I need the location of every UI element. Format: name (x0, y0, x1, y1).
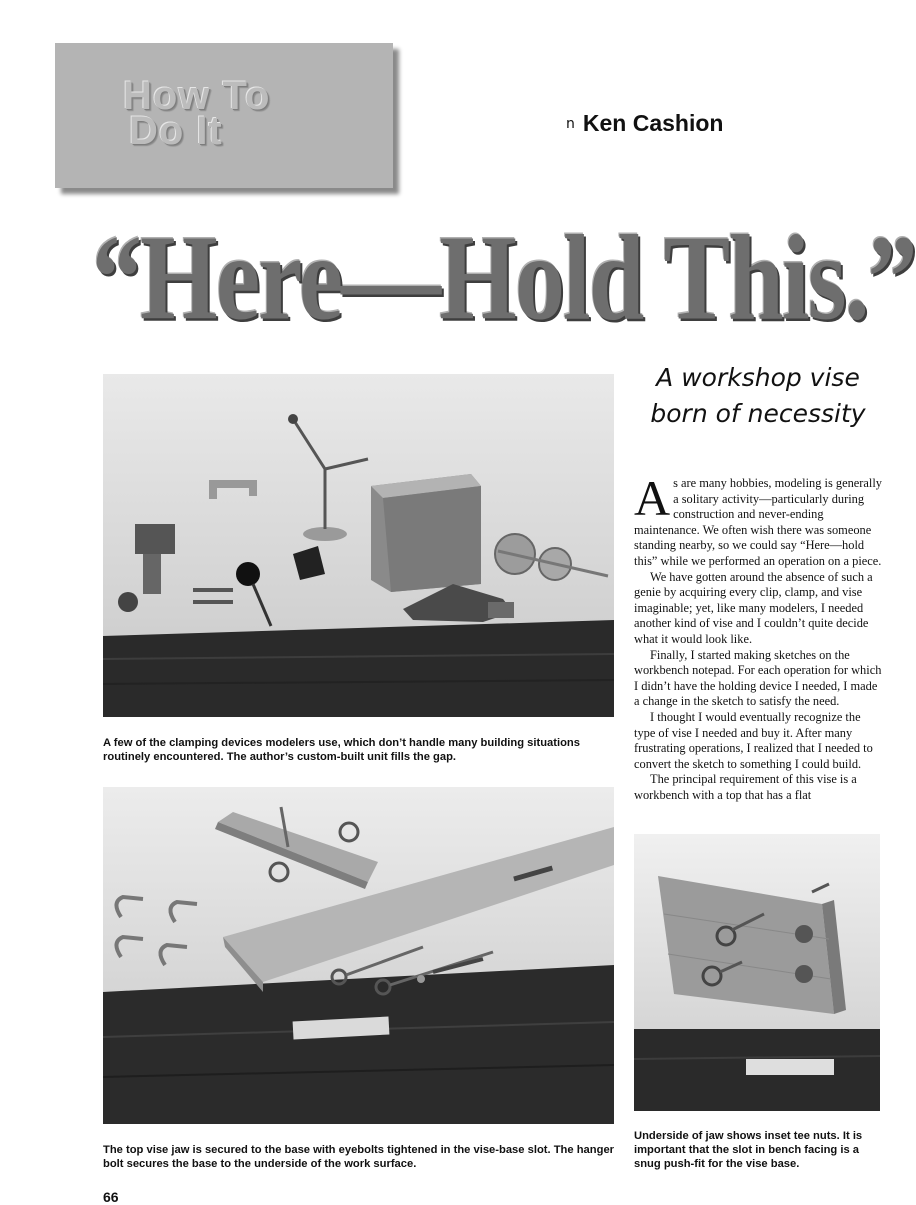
paragraph-5: The principal requirement of this vise is a workbench with a top that has a flat (634, 772, 857, 802)
byline-bullet: n (566, 116, 575, 132)
caption-photo-1: A few of the clamping devices modelers use, which don’t handle many building situations routinely encountered. The author’s custom-built unit fills the gap. (103, 737, 580, 763)
subtitle-line-1: A workshop vise (656, 363, 860, 392)
caption-photo-2: The top vise jaw is secured to the base with eyebolts tightened in the vise-base slot. The hanger bolt secures the base to the underside of the work surface. (103, 1144, 615, 1170)
paragraph-1 (634, 470, 882, 570)
paragraph-1-text: s are many hobbies, modeling is generally a solitary activity—particularly during construction and never-ending maintenance. We often wish there was someone standing nearby, so we could say “Here—hold this” while we performed an operation on a piece. (634, 476, 882, 568)
photo-clamping-devices (103, 374, 614, 717)
author-byline (566, 110, 723, 137)
logo-line-1: How To (123, 74, 271, 118)
drop-cap: A (634, 470, 671, 526)
author-name: Ken Cashion (582, 110, 724, 136)
how-to-do-it-logo (55, 43, 393, 188)
article-subtitle (628, 360, 888, 432)
page-number: 66 (103, 1189, 119, 1205)
logo-line-2: Do It (129, 109, 223, 153)
photo-vise-parts (103, 787, 614, 1124)
paragraph-2: We have gotten around the absence of such a genie by acquiring every clip, clamp, and vise imaginable; yet, like many modelers, I needed another kind of vise and I couldn’t quite decide what it would look like. (634, 569, 873, 646)
article-headline: “Here—Hold This.” (92, 209, 916, 346)
paragraph-4: I thought I would eventually recognize the type of vise I needed and buy it. After many frustrating operations, I realized that I needed to convert the sketch to something I could build. (634, 709, 873, 771)
caption-photo-3: Underside of jaw shows inset tee nuts. It is important that the slot in bench facing is a snug push-fit for the vise base. (634, 1130, 863, 1170)
photo-jaw-underside (634, 834, 880, 1111)
article-body (634, 470, 882, 803)
subtitle-line-2: born of necessity (650, 399, 866, 428)
paragraph-3: Finally, I started making sketches on the workbench notepad. For each operation for which I didn’t have the holding device I needed, I made a change in the sketch to satisfy the need. (634, 647, 882, 709)
